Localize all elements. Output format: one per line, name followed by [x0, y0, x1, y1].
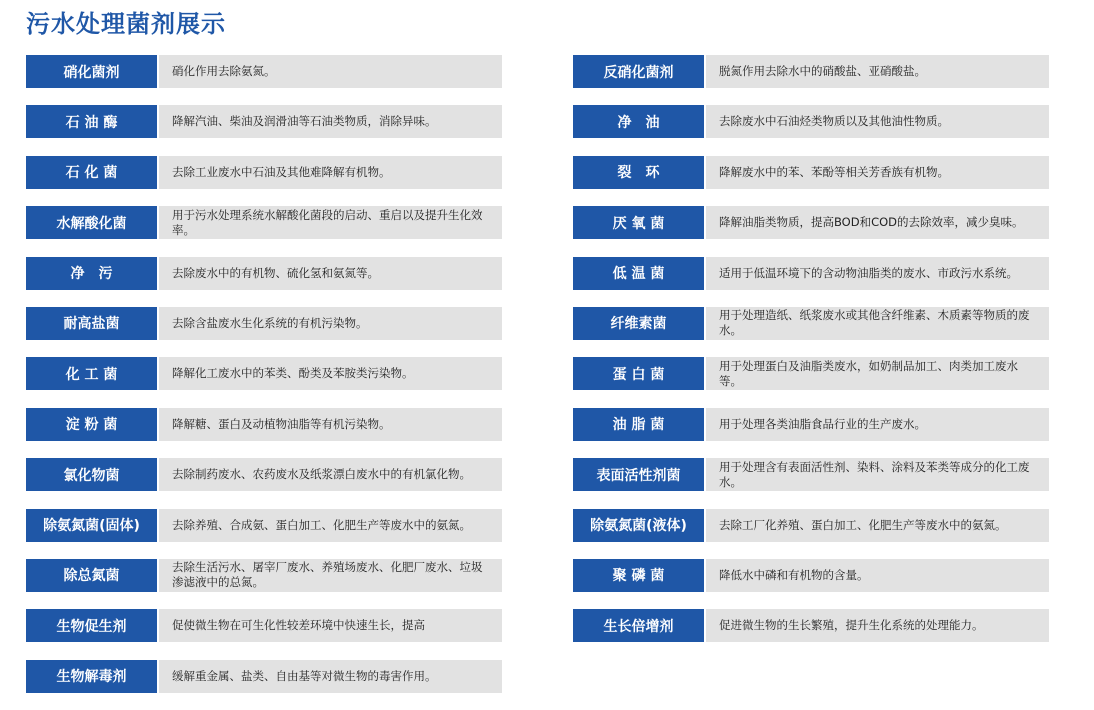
product-label: 反硝化菌剂: [573, 55, 704, 88]
product-description: 降解糖、蛋白及动植物油脂等有机污染物。: [159, 408, 502, 441]
product-label: 表面活性剂菌: [573, 458, 704, 491]
product-label: 石 化 菌: [26, 156, 157, 189]
product-description: 降解化工废水中的苯类、酚类及苯胺类污染物。: [159, 357, 502, 390]
product-description: 去除含盐废水生化系统的有机污染物。: [159, 307, 502, 340]
product-description: 去除生活污水、屠宰厂废水、养殖场废水、化肥厂废水、垃圾渗滤液中的总氮。: [159, 559, 502, 592]
product-description: 去除废水中石油烃类物质以及其他油性物质。: [706, 105, 1049, 138]
product-row: [26, 458, 502, 491]
product-description: 降低水中磷和有机物的含量。: [706, 559, 1049, 592]
product-description: 去除工业废水中石油及其他难降解有机物。: [159, 156, 502, 189]
product-description: 用于处理含有表面活性剂、染料、涂料及苯类等成分的化工废水。: [706, 458, 1049, 491]
product-row: [26, 206, 502, 239]
product-description: 去除废水中的有机物、硫化氢和氨氮等。: [159, 257, 502, 290]
product-label: 淀 粉 菌: [26, 408, 157, 441]
product-description: 促进微生物的生长繁殖，提升生化系统的处理能力。: [706, 609, 1049, 642]
product-label: 除氨氮菌(液体): [573, 509, 704, 542]
product-row: [26, 55, 502, 88]
product-row: [26, 559, 502, 592]
product-row: [26, 609, 502, 642]
product-label: 纤维素菌: [573, 307, 704, 340]
product-row: [573, 357, 1049, 390]
product-description: 降解油脂类物质，提高BOD和COD的去除效率，减少臭味。: [706, 206, 1049, 239]
product-description: 降解汽油、柴油及润滑油等石油类物质，消除异味。: [159, 105, 502, 138]
product-label: 化 工 菌: [26, 357, 157, 390]
product-label: 石 油 酶: [26, 105, 157, 138]
product-row: [573, 559, 1049, 592]
product-row: [26, 660, 502, 693]
product-label: 厌 氧 菌: [573, 206, 704, 239]
product-row: [26, 257, 502, 290]
product-row: [573, 408, 1049, 441]
product-description: 用于处理蛋白及油脂类废水，如奶制品加工、肉类加工废水等。: [706, 357, 1049, 390]
product-description: 用于处理造纸、纸浆废水或其他含纤维素、木质素等物质的废水。: [706, 307, 1049, 340]
product-row: [573, 609, 1049, 642]
product-description: 去除制药废水、农药废水及纸浆漂白废水中的有机氯化物。: [159, 458, 502, 491]
page-title: 污水处理菌剂展示: [26, 10, 226, 38]
product-label: 生物解毒剂: [26, 660, 157, 693]
product-label: 净 污: [26, 257, 157, 290]
product-row: [573, 257, 1049, 290]
product-row: [573, 307, 1049, 340]
product-row: [573, 156, 1049, 189]
product-label: 净 油: [573, 105, 704, 138]
product-description: 降解废水中的苯、苯酚等相关芳香族有机物。: [706, 156, 1049, 189]
product-row: [26, 357, 502, 390]
product-label: 硝化菌剂: [26, 55, 157, 88]
product-description: 缓解重金属、盐类、自由基等对微生物的毒害作用。: [159, 660, 502, 693]
product-description: 硝化作用去除氨氮。: [159, 55, 502, 88]
product-description: 去除养殖、合成氨、蛋白加工、化肥生产等废水中的氨氮。: [159, 509, 502, 542]
product-label: 生物促生剂: [26, 609, 157, 642]
product-description: 促使微生物在可生化性较差环境中快速生长，提高: [159, 609, 502, 642]
product-row: [26, 408, 502, 441]
product-label: 低 温 菌: [573, 257, 704, 290]
product-label: 除总氮菌: [26, 559, 157, 592]
product-row: [573, 55, 1049, 88]
product-label: 聚 磷 菌: [573, 559, 704, 592]
product-description: 用于处理各类油脂食品行业的生产废水。: [706, 408, 1049, 441]
product-row: [573, 105, 1049, 138]
product-row: [26, 509, 502, 542]
product-description: 脱氮作用去除水中的硝酸盐、亚硝酸盐。: [706, 55, 1049, 88]
product-row: [26, 307, 502, 340]
product-label: 耐高盐菌: [26, 307, 157, 340]
left-column: [26, 55, 502, 710]
product-description: 用于污水处理系统水解酸化菌段的启动、重启以及提升生化效率。: [159, 206, 502, 239]
product-description: 适用于低温环境下的含动物油脂类的废水、市政污水系统。: [706, 257, 1049, 290]
product-label: 蛋 白 菌: [573, 357, 704, 390]
product-row: [573, 458, 1049, 491]
product-row: [573, 206, 1049, 239]
product-label: 生长倍增剂: [573, 609, 704, 642]
right-column: [573, 55, 1049, 660]
product-description: 去除工厂化养殖、蛋白加工、化肥生产等废水中的氨氮。: [706, 509, 1049, 542]
product-row: [26, 105, 502, 138]
product-label: 水解酸化菌: [26, 206, 157, 239]
product-label: 氯化物菌: [26, 458, 157, 491]
product-row: [573, 509, 1049, 542]
product-row: [26, 156, 502, 189]
product-label: 裂 环: [573, 156, 704, 189]
product-label: 除氨氮菌(固体): [26, 509, 157, 542]
product-label: 油 脂 菌: [573, 408, 704, 441]
